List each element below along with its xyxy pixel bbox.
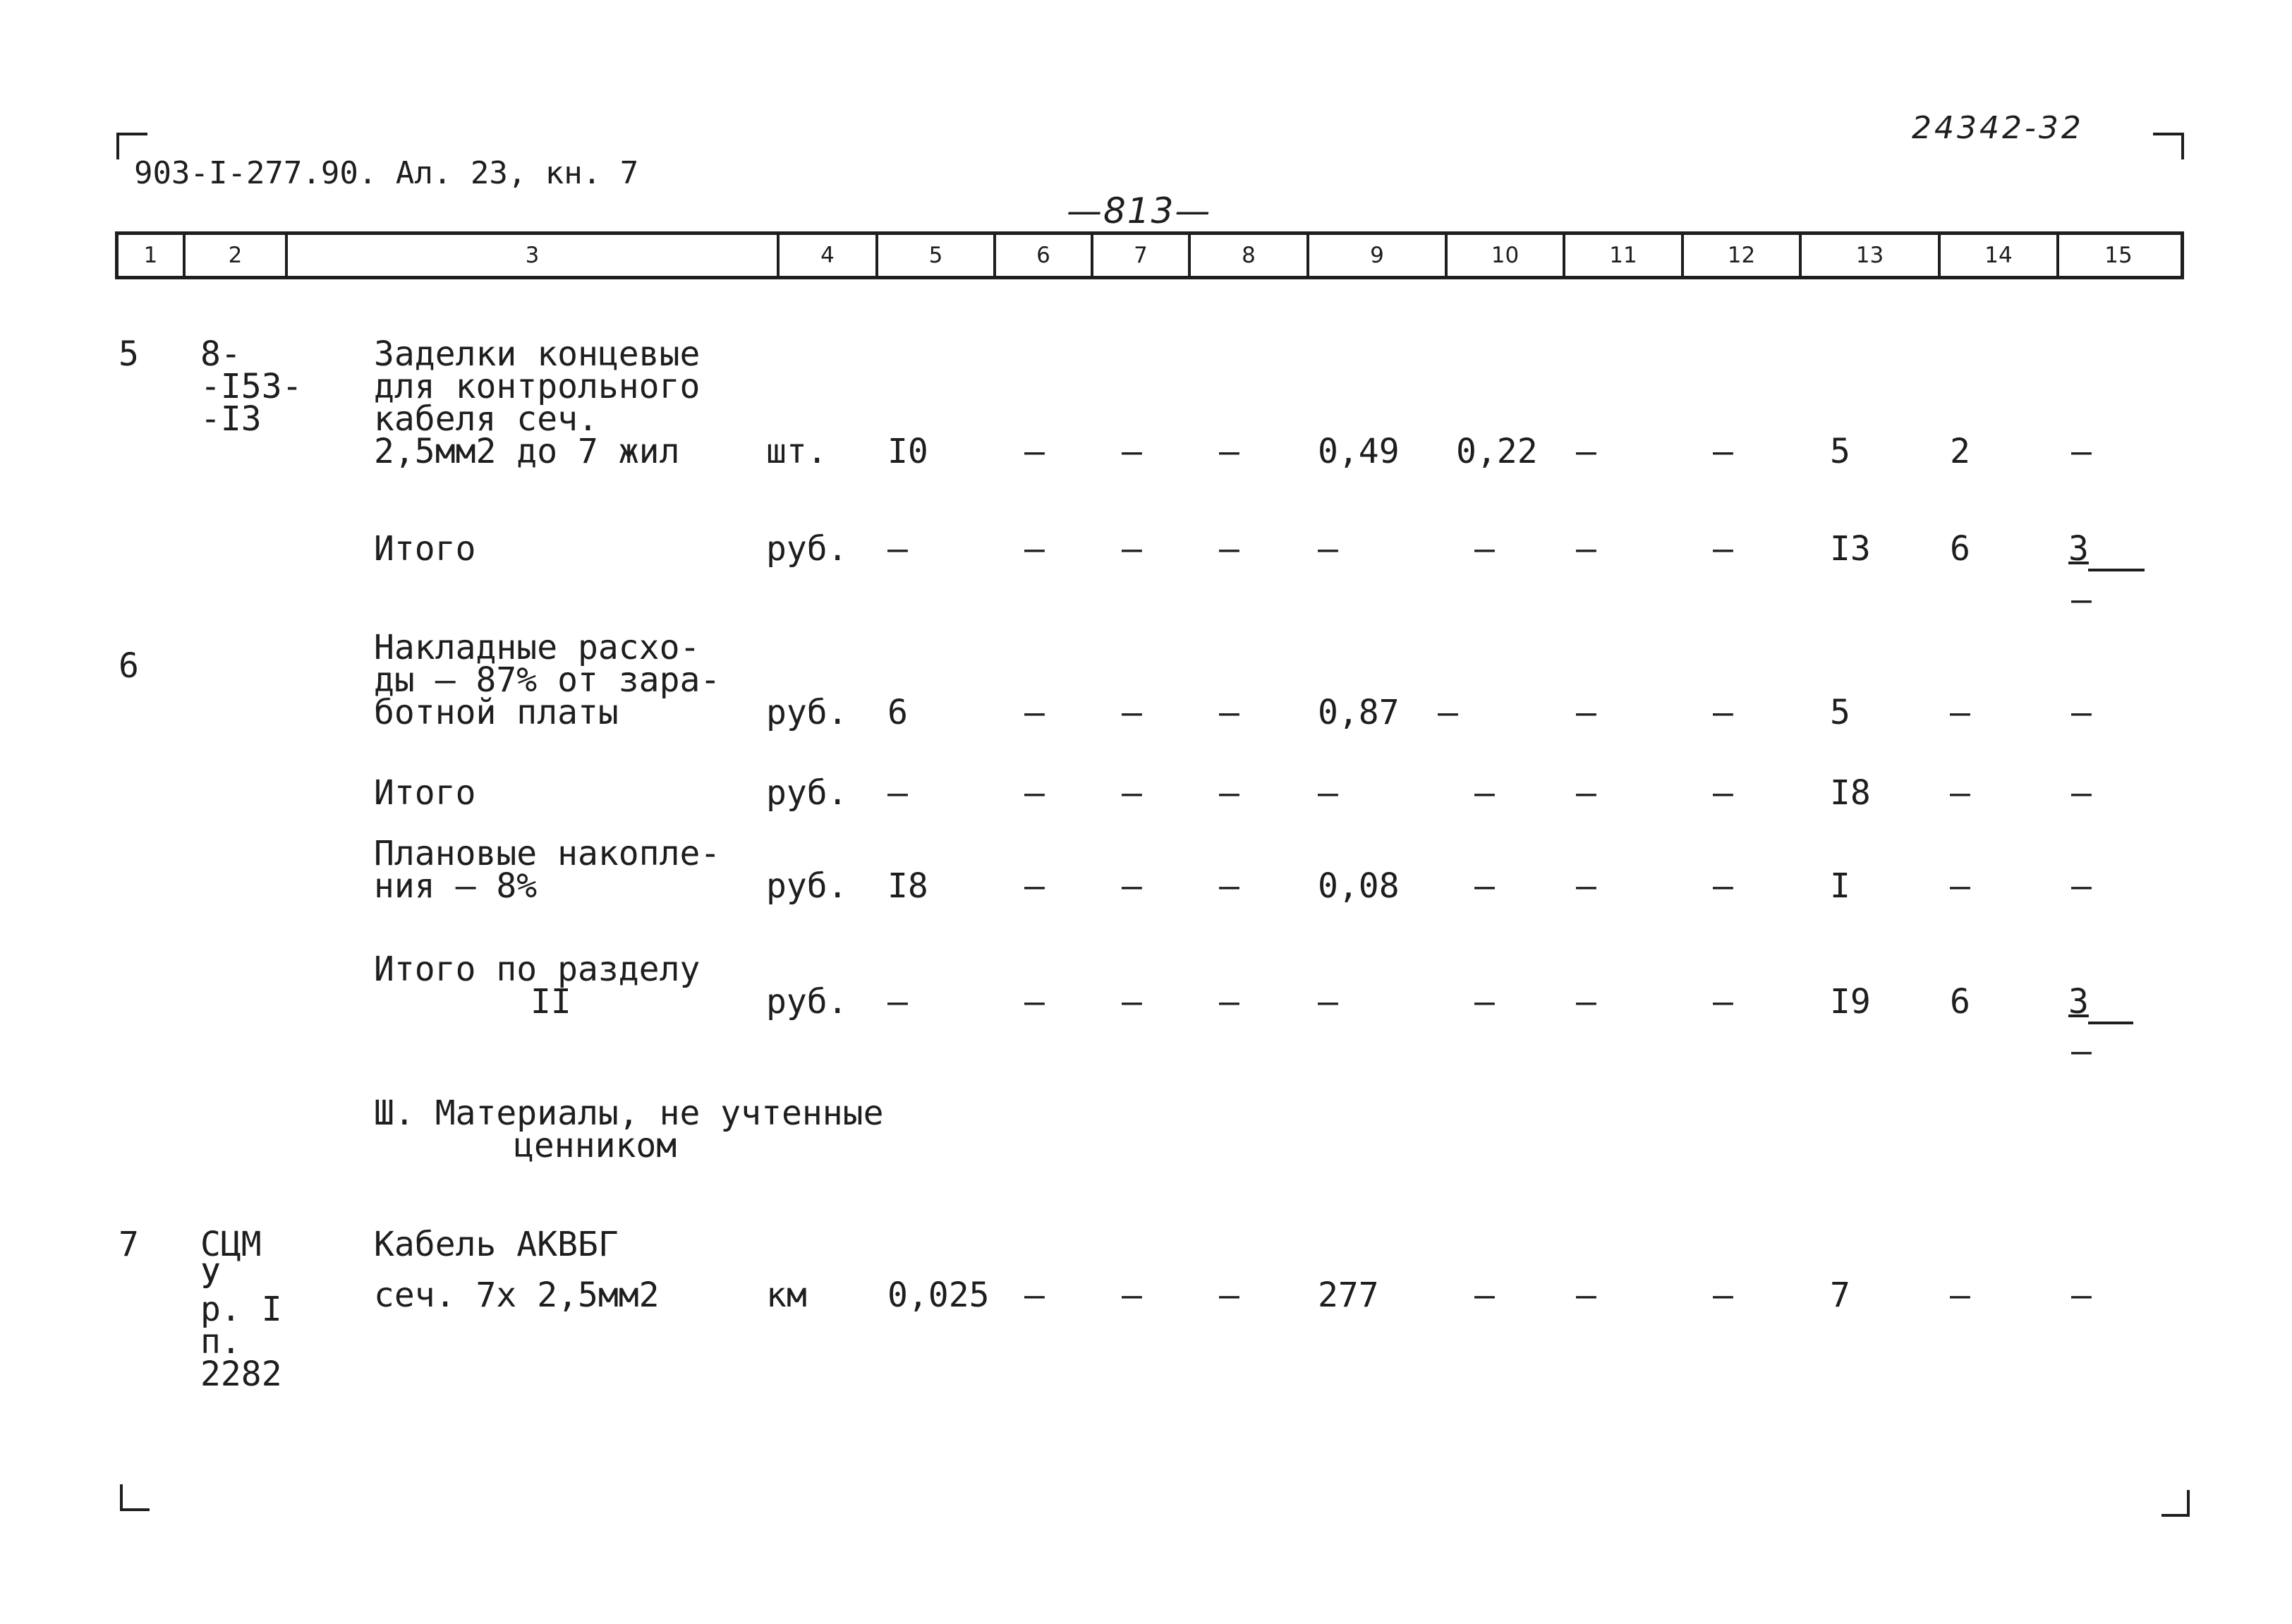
item-name-line: для контрольного [374,367,701,406]
column-number-strip [115,231,2184,279]
cell-col10: – [1438,693,1458,732]
cell-col8: – [1219,982,1239,1022]
unit-cell: руб. [766,982,848,1022]
cell-col8: – [1219,773,1239,813]
total-underline [2088,1022,2133,1024]
cell-col8: – [1219,1275,1239,1315]
cell-col8: – [1219,866,1239,906]
unit-cell: шт. [766,432,827,471]
cell-col13: I [1830,866,1850,906]
cell-col12: – [1713,866,1733,906]
section-heading: ценником [514,1126,677,1165]
unit-cell: руб. [766,773,848,813]
cell-col14: 6 [1950,529,1970,569]
cell-col10: – [1474,1275,1495,1315]
cell-col15: – [2071,1275,2092,1315]
item-name-line: Плановые накопле- [374,834,721,873]
column-number: 5 [878,235,996,276]
row-number: 6 [119,646,139,686]
cell-col15: – [2071,773,2092,813]
cell-col14: – [1950,1275,1970,1315]
cell-col15: 3 [2068,982,2089,1022]
item-name-line: Итого [374,529,476,569]
cell-col11: – [1576,773,1596,813]
cell-col5: – [887,773,908,813]
cell-col15-below: – [2071,1031,2092,1071]
cell-col11: – [1576,529,1596,569]
unit-cell: руб. [766,866,848,906]
cell-col7: – [1122,866,1142,906]
code-line: -I53- [200,367,303,406]
cell-col9: – [1318,529,1338,569]
cell-col9: 0,08 [1318,866,1400,906]
cell-col13: I9 [1830,982,1871,1022]
cell-col13: 7 [1830,1275,1850,1315]
cell-col5: I0 [887,432,928,471]
cell-col10: – [1474,529,1495,569]
total-underline [2088,569,2145,571]
item-name-line: ботной платы [374,693,619,732]
section-heading: Ш. Материалы, не учтенные [374,1093,884,1133]
corner-mark-bottom-right [2161,1490,2190,1517]
column-number: 15 [2104,243,2133,268]
cell-col6: – [1024,982,1045,1022]
cell-col9: 277 [1318,1275,1379,1315]
column-number: 12 [1684,235,1802,276]
unit-cell: руб. [766,693,848,732]
cell-col7: – [1122,1275,1142,1315]
document-code: 903-I-277.90. Ал. 23, кн. 7 [134,155,639,191]
column-number: 14 [1941,235,2059,276]
cell-col5: I8 [887,866,928,906]
cell-col12: – [1713,529,1733,569]
cell-col10: – [1474,982,1495,1022]
column-number: 1 [119,235,186,276]
code-line: -I3 [200,399,262,439]
cell-col8: – [1219,432,1239,471]
cell-col13: 5 [1830,432,1850,471]
cell-col5: – [887,982,908,1022]
cell-col6: – [1024,866,1045,906]
item-name-line: Кабель АКВБГ [374,1225,619,1264]
cell-col5: – [887,529,908,569]
item-name-line: Итого по разделу [374,950,701,989]
item-name-line: Заделки концевые [374,334,701,374]
column-number: 2 [186,235,288,276]
code-line: СЦМ [200,1225,262,1264]
cell-col15-below: – [2071,580,2092,619]
page-number: —813— [1067,190,1212,231]
row-number: 7 [119,1225,139,1264]
cell-col9: – [1318,773,1338,813]
column-number: 3 [288,235,780,276]
item-name-line: ния – 8% [374,866,538,906]
item-name-line: Итого [374,773,476,813]
item-name-line: кабеля сеч. [374,399,598,439]
cell-col11: – [1576,693,1596,732]
cell-col14: – [1950,693,1970,732]
cell-col7: – [1122,432,1142,471]
cell-col12: – [1713,432,1733,471]
cell-col11: – [1576,866,1596,906]
cell-col6: – [1024,529,1045,569]
cell-col10: 0,22 [1456,432,1538,471]
column-number: 4 [780,235,878,276]
code-line: р. I [200,1290,282,1329]
cell-col8: – [1219,529,1239,569]
column-number: 13 [1802,235,1941,276]
code-line: У [200,1257,221,1297]
cell-col13: 5 [1830,693,1850,732]
column-number: 10 [1448,235,1565,276]
item-name-line: сеч. 7х 2,5мм2 [374,1275,660,1315]
cell-col11: – [1576,982,1596,1022]
cell-col15: 3 [2068,529,2089,569]
cell-col7: – [1122,529,1142,569]
item-name-line: ды – 87% от зара- [374,660,721,700]
column-number: 8 [1191,235,1309,276]
cell-col13: I8 [1830,773,1871,813]
cell-col12: – [1713,773,1733,813]
cell-col8: – [1219,693,1239,732]
cell-col10: – [1474,773,1495,813]
cell-col6: – [1024,693,1045,732]
corner-mark-top-right [2153,133,2184,159]
cell-col15: – [2071,866,2092,906]
item-name-line: 2,5мм2 до 7 жил [374,432,680,471]
sheet-reference: 24342-32 [1912,110,2084,146]
column-number: 7 [1093,235,1191,276]
cell-col14: – [1950,773,1970,813]
cell-col7: – [1122,693,1142,732]
code-line: 2282 [200,1355,282,1394]
unit-cell: руб. [766,529,848,569]
item-name-line: II [530,982,571,1022]
cell-col5: 0,025 [887,1275,990,1315]
cell-col6: – [1024,1275,1045,1315]
column-number: 11 [1565,235,1684,276]
cell-col14: – [1950,866,1970,906]
cell-col6: – [1024,432,1045,471]
unit-cell: км [766,1275,807,1315]
column-number: 9 [1309,235,1448,276]
cell-col7: – [1122,773,1142,813]
item-name-line: Накладные расхо- [374,628,701,667]
cell-col14: 2 [1950,432,1970,471]
cell-col13: I3 [1830,529,1871,569]
cell-col10: – [1474,866,1495,906]
cell-col5: 6 [887,693,908,732]
cell-col15: – [2071,693,2092,732]
column-number: 6 [996,235,1093,276]
cell-col12: – [1713,982,1733,1022]
cell-col12: – [1713,693,1733,732]
cell-col9: 0,49 [1318,432,1400,471]
cell-col11: – [1576,1275,1596,1315]
cell-col12: – [1713,1275,1733,1315]
cell-col9: 0,87 [1318,693,1400,732]
code-line: п. [200,1322,241,1362]
cell-col15: – [2071,432,2092,471]
corner-mark-bottom-left [120,1484,150,1511]
code-line: 8- [200,334,241,374]
cell-col14: 6 [1950,982,1970,1022]
cell-col7: – [1122,982,1142,1022]
cell-col11: – [1576,432,1596,471]
row-number: 5 [119,334,139,374]
cell-col9: – [1318,982,1338,1022]
cell-col6: – [1024,773,1045,813]
